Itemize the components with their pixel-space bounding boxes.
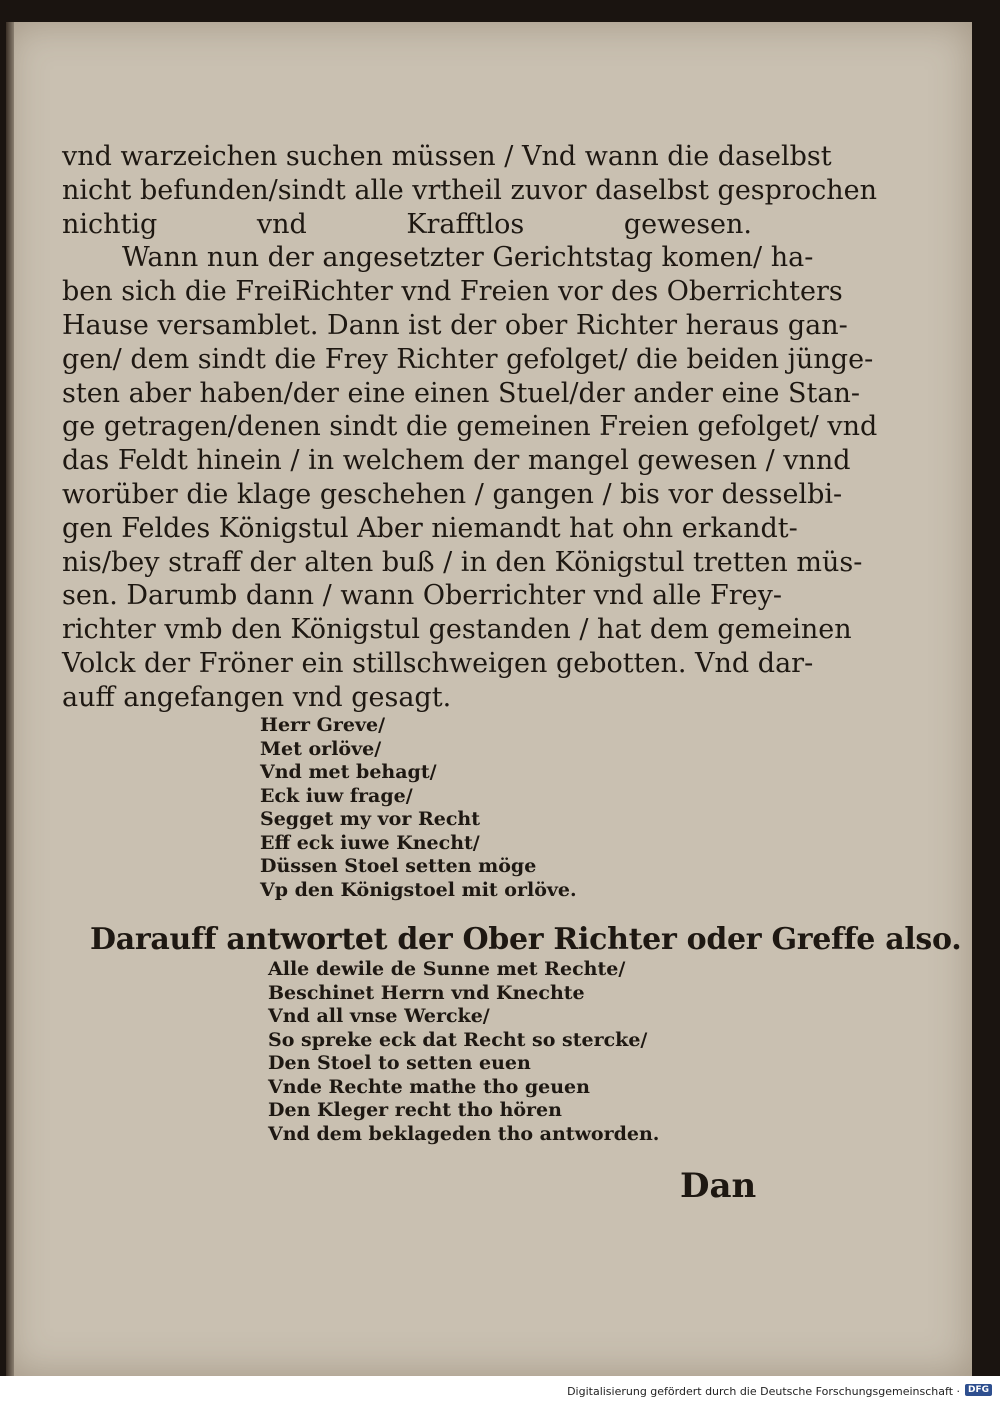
- verse-line: Vnd all vnse Wercke/: [268, 1005, 490, 1027]
- text-line: worüber die klage geschehen / gangen / bis vor desselbi-: [62, 478, 843, 510]
- text-line: nis/bey straff der alten buß / in den Königstul tretten müs-: [62, 546, 863, 578]
- text-line: ge getragen/denen sindt die gemeinen Freien gefolget/ vnd: [62, 411, 878, 443]
- text-line: Hause versamblet. Dann ist der ober Richter heraus gan-: [62, 309, 848, 341]
- text-line: richter vmb den Königstul gestanden / hat dem gemeinen: [62, 614, 852, 646]
- verse-line: Segget my vor Recht: [260, 808, 480, 830]
- text-line: sen. Darumb dann / wann Oberrichter vnd alle Frey-: [62, 580, 782, 612]
- dfg-logo: DFG: [965, 1384, 992, 1396]
- text-line: Volck der Fröner ein stillschweigen gebotten. Vnd dar-: [62, 647, 814, 679]
- verse-line: Vnd dem beklageden tho antworden.: [268, 1122, 660, 1145]
- verse-line: Eff eck iuwe Knecht/: [260, 831, 480, 854]
- text-line: vnd warzeichen suchen müssen / Vnd wann die daselbst: [62, 141, 832, 172]
- text-line: gen/ dem sindt die Frey Richter gefolget/ die beiden jünge-: [62, 343, 874, 375]
- verse-line: Den Stoel to setten euen: [268, 1052, 531, 1074]
- verse-petition: [260, 714, 577, 902]
- verse-line: Vnd met behagt/: [260, 761, 437, 783]
- verse-line: Met orlöve/: [260, 737, 382, 760]
- text-line: ben sich die FreiRichter vnd Freien vor des Oberrichters: [62, 276, 843, 308]
- text-line: sten aber haben/der eine einen Stuel/der ander eine Stan-: [62, 377, 860, 409]
- verse-line: Herr Greve/: [260, 714, 386, 736]
- verse-line: Den Kleger recht tho hören: [268, 1099, 562, 1121]
- body-text: [62, 140, 878, 715]
- verse-line: Vnde Rechte mathe tho geuen: [268, 1075, 590, 1098]
- verse-line: Eck iuw frage/: [260, 784, 413, 807]
- text-line: gen Feldes Königstul Aber niemandt hat ohn erkandt-: [62, 512, 798, 544]
- verse-line: So spreke eck dat Recht so stercke/: [268, 1028, 648, 1051]
- catchword: Dan: [680, 1166, 757, 1206]
- verse-line: Düssen Stoel setten möge: [260, 855, 537, 877]
- page-gutter: [6, 22, 14, 1376]
- verse-line: Beschinet Herrn vnd Knechte: [268, 981, 585, 1004]
- text-line: auff angefangen vnd gesagt.: [62, 681, 452, 713]
- footer-bar: [0, 1376, 1000, 1404]
- text-line: nicht befunden/sindt alle vrtheil zuvor daselbst gesprochen: [62, 174, 877, 206]
- text-line: das Feldt hinein / in welchem der mangel gewesen / vnnd: [62, 445, 851, 477]
- verse-line: Vp den Königstoel mit orlöve.: [260, 878, 577, 901]
- section-heading: Darauff antwortet der Ober Richter oder Greffe also.: [90, 922, 962, 957]
- verse-answer: [268, 958, 659, 1146]
- text-line: nichtig vnd Krafftlos gewesen.: [62, 208, 752, 240]
- text-line: Wann nun der angesetzter Gerichtstag komen/ ha-: [122, 242, 814, 274]
- verse-line: Alle dewile de Sunne met Rechte/: [268, 958, 626, 980]
- funding-credit: Digitalisierung gefördert durch die Deutsche Forschungsgemeinschaft ·: [567, 1385, 960, 1398]
